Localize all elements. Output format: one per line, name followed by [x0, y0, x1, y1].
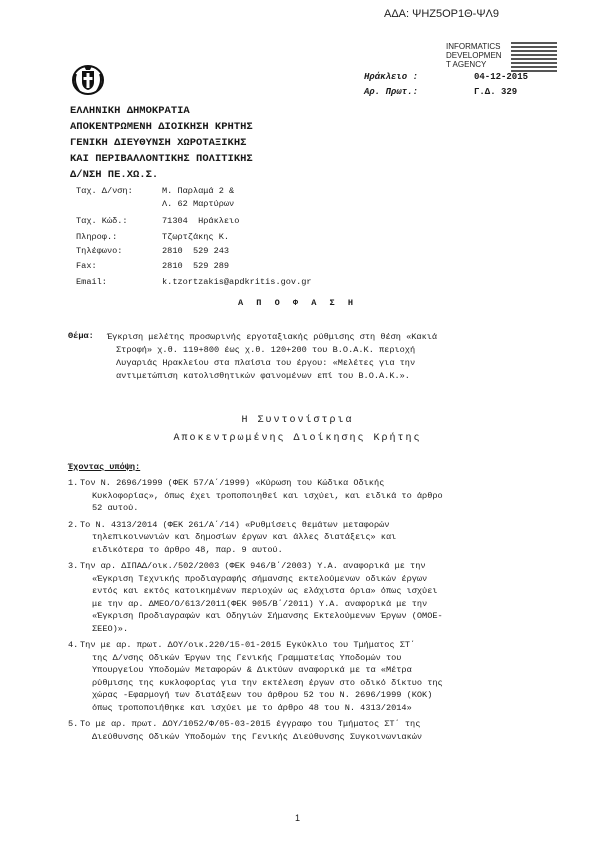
subject-text [107, 331, 527, 383]
item-line: «Έγκριση Τεχνικής προδιαγραφής σήμανσης εκτελούμενων οδικών έργων [92, 573, 428, 584]
subject-line: Στροφή» χ.θ. 119+800 έως χ.θ. 120+200 του Β.Ο.Α.Κ. περιοχή [116, 345, 416, 355]
agency-stamp [446, 42, 502, 69]
item-line: ΣΕΕΟ)». [92, 623, 129, 634]
item-line: εντός και εκτός κατοικημένων περιοχών ως ελάχιστα όρια» όπως ισχύει [92, 586, 438, 596]
item-line: ειδικότερα το άρθρο 48, παρ. 9 αυτού. [92, 544, 283, 555]
signatory-title: Η Συντονίστρια [241, 415, 354, 426]
info-label: Πληροφ.: [76, 232, 118, 242]
phone-label: Τηλέφωνο: [76, 246, 123, 256]
decision-heading: Α Π Ο Φ Α Σ Η [237, 298, 358, 308]
subject-label: Θέμα: [68, 331, 94, 341]
item-line: όπως τροποποιήθηκε και ισχύει με το άρθρο 48 του Ν. 4313/2014» [92, 702, 412, 713]
item-number: 3. [68, 561, 79, 571]
item-line: της Δ/νσης Οδικών Έργων της Γενικής Γραμματείας Υποδομών του [92, 652, 402, 663]
header-line: ΑΠΟΚΕΝΤΡΩΜΕΝΗ ΔΙΟΙΚΗΣΗ ΚΡΗΤΗΣ [70, 121, 253, 133]
email-label: Email: [76, 277, 107, 287]
authority-title: Αποκεντρωμένης Διοίκησης Κρήτης [173, 433, 422, 444]
list-item [68, 560, 538, 635]
item-line: χώρας -Εφαρμογή των διατάξεων του άρθρου 52 του Ν. 2696/1999 (ΚΟΚ) [92, 690, 433, 700]
item-line: Την αρ. ΔΙΠΑΔ/οικ./502/2003 (ΦΕΚ 946/Β΄/2003) Υ.Α. αναφορικά με την [80, 561, 426, 571]
item-line: Την με αρ. πρωτ. ΔΟΥ/οικ.220/15-01-2015 Εγκύκλιο του Τμήματος ΣΤ΄ [80, 640, 416, 650]
document-date: 04-12-2015 [474, 72, 529, 82]
address-value: Μ. Παρλαμά 2 & [162, 186, 235, 196]
page-number: 1 [294, 813, 300, 823]
item-line: Διεύθυνσης Οδικών Υποδομών της Γενικής Διεύθυνσης Συγκοινωνιακών [92, 731, 423, 742]
list-item [68, 519, 538, 557]
item-line: Υπουργείου Υποδομών Μεταφορών & Δικτύων αναφορικά με τα «Μέτρα [92, 665, 412, 675]
stamp-line: T AGENCY [446, 60, 487, 69]
item-line: Κυκλοφορίας», όπως έχει τροποποιηθεί και ισχύει, και ειδικά το άρθρο [92, 490, 443, 501]
phone-value: 2810 529 243 [162, 246, 230, 256]
protocol-number: Γ.Δ. 329 [474, 87, 518, 97]
place-label: Ηράκλειο : [364, 72, 419, 82]
list-item [68, 639, 538, 714]
header-line: ΓΕΝΙΚΗ ΔΙΕΥΘΥΝΣΗ ΧΩΡΟΤΑΞΙΚΗΣ [70, 137, 247, 149]
item-line: «Έγκριση Προδιαγραφών και Οδηγιών Σήμανσης Εκτελούμενων Έργων (ΟΜΟΕ- [92, 611, 443, 621]
item-number: 2. [68, 519, 79, 530]
subject-line: αντιμετώπιση κατολισθητικών φαινομένων επί του Β.Ο.Α.Κ.». [116, 371, 410, 381]
header-line: ΕΛΛΗΝΙΚΗ ΔΗΜΟΚΡΑΤΙΑ [70, 105, 190, 117]
item-line: ρύθμισης της κυκλοφορίας για την εκτέλεση έργων στο οδικό δίκτυο της [92, 677, 443, 688]
stamp-line: DEVELOPMEN [446, 51, 502, 60]
stamp-line: INFORMATICS [446, 42, 501, 51]
item-number: 1. [68, 478, 79, 488]
stamp-small-print [511, 42, 557, 76]
address-label: Ταχ. Δ/νση: [76, 186, 133, 196]
ada-code: ΑΔΑ: ΨΗΖ5ΟΡ1Θ-ΨΛ9 [384, 8, 499, 20]
item-number: 4. [68, 640, 79, 650]
postcode-value: 71304 Ηράκλειο [162, 216, 240, 226]
item-line: Το με αρ. πρωτ. ΔΟΥ/1052/Φ/05-03-2015 έγγραφο του Τμήματος ΣΤ΄ της [80, 719, 421, 729]
item-line: 52 αυτού. [92, 503, 139, 513]
list-item [68, 477, 538, 515]
considering-heading: Έχοντας υπόψη: [68, 462, 141, 472]
postcode-label: Ταχ. Κώδ.: [76, 216, 128, 226]
email-link[interactable]: k.tzortzakis@apdkritis.gov.gr [162, 277, 312, 287]
item-line: Τον Ν. 2696/1999 (ΦΕΚ 57/Α΄/1999) «Κύρωση του Κώδικα Οδικής [80, 478, 385, 488]
fax-label: Fax: [76, 261, 97, 271]
considerations-list [68, 477, 538, 747]
header-line: ΚΑΙ ΠΕΡΙΒΑΛΛΟΝΤΙΚΗΣ ΠΟΛΙΤΙΚΗΣ [70, 153, 253, 165]
header-line: Δ/ΝΣΗ ΠΕ.ΧΩ.Σ. [70, 169, 159, 181]
item-line: Το Ν. 4313/2014 (ΦΕΚ 261/Α΄/14) «Ρυθμίσεις θεμάτων μεταφορών [80, 519, 390, 530]
subject-line: Έγκριση μελέτης προσωρινής εργοταξιακής ρύθμισης στη θέση «Κακιά [107, 332, 438, 342]
list-item [68, 718, 538, 743]
item-line: με την αρ. ΔΜΕΟ/Ο/613/2011(ΦΕΚ 905/Β΄/2011) Υ.Α. αναφορικά με την [92, 598, 428, 609]
item-line: τηλεπικοινωνιών και δημοσίων έργων και άλλες διατάξεις» και [92, 532, 397, 542]
greek-emblem-icon [70, 62, 106, 96]
protocol-label: Αρ. Πρωτ.: [364, 87, 419, 97]
fax-value: 2810 529 289 [162, 261, 230, 271]
address-value: Λ. 62 Μαρτύρων [162, 199, 235, 209]
subject-line: Λυγαριάς Ηρακλείου στα πλαίσια του έργου: «Μελέτες για την [116, 358, 416, 368]
item-number: 5. [68, 719, 79, 729]
info-value: Τζωρτζάκης Κ. [162, 232, 230, 242]
